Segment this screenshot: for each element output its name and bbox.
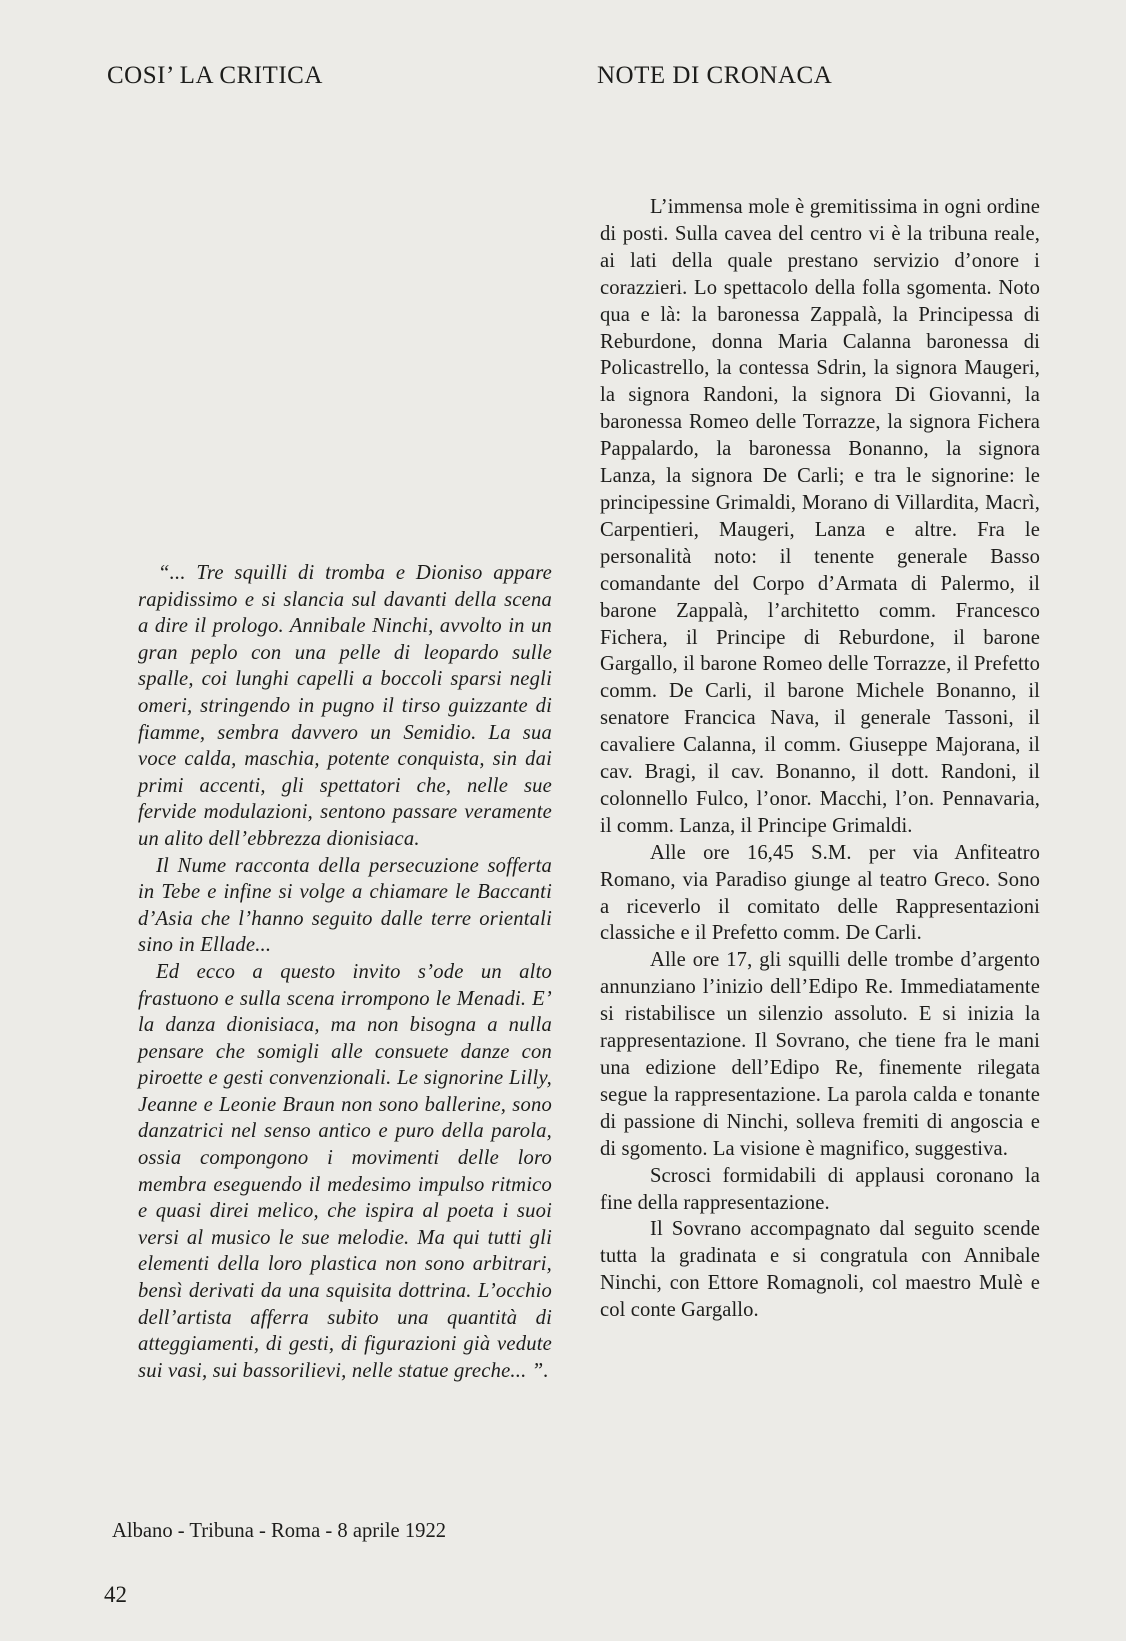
- chronicle-paragraph: Alle ore 16,45 S.M. per via Anfiteatro Romano, via Paradiso giunge al teatro Greco. Sono a riceverlo il comitato delle Rappresentazioni classiche e il Prefetto comm. De Carli.: [600, 841, 1040, 945]
- critic-quote-column: [138, 560, 552, 1384]
- chronicle-paragraph: Il Sovrano accompagnato dal seguito scende tutta la gradinata e si congratula con Annibale Ninchi, con Ettore Romagnoli, col maestro Mulè e col conte Gargallo.: [600, 1218, 1040, 1322]
- chronicle-column: [600, 194, 1040, 1324]
- section-header-right: NOTE DI CRONACA: [597, 62, 833, 89]
- chronicle-paragraph: Scrosci formidabili di applausi coronano la fine della rappresentazione.: [600, 1164, 1040, 1214]
- chronicle-paragraph: L’immensa mole è gremitissima in ogni ordine di posti. Sulla cavea del centro vi è la tribuna reale, ai lati della quale prestano servizio d’onore i corazzieri. Lo spettacolo della folla sgomenta. Noto qua e là: la baronessa Zappalà, la Principessa di Reburdone, donna Maria Calanna baronessa di Policastrello, la contessa Sdrin, la signora Maugeri, la signora Randoni, la signora Di Giovanni, la baronessa Romeo delle Torrazze, la signora Fichera Pappalardo, la baronessa Bonanno, la signora Lanza, la signora De Carli; e tra le signorine: le principessine Grimaldi, Morano di Villardita, Macrì, Carpentieri, Maugeri, Lanza e altre. Fra le personalità noto: il tenente generale Basso comandante del Corpo d’Armata di Palermo, il barone Zappalà, l’architetto comm. Francesco Fichera, il Principe di Reburdone, il barone Gargallo, il barone Romeo delle Torrazze, il Prefetto comm. De Carli, il barone Michele Bonanno, il senatore Francica Nava, il generale Tassoni, il cavaliere Calanna, il comm. Giuseppe Majorana, il cav. Bragi, il cav. Bonanno, il dott. Randoni, il colonnello Fulco, l’onor. Macchi, l’on. Pennavaria, il comm. Lanza, il Principe Grimaldi.: [600, 196, 1040, 837]
- quote-paragraph: Ed ecco a questo invito s’ode un alto frastuono e sulla scena irrompono le Menadi. E’ la danza dionisiaca, ma non bisogna a nulla pensare che somigli alle consuete danze con piroette e gesti convenzionali. Le signorine Lilly, Jeanne e Leonie Braun non sono ballerine, sono danzatrici nel senso antico e puro della parola, ossia compongono i movimenti delle loro membra eseguendo il medesimo impulso ritmico e quasi direi melico, che ispira al poeta i suoi versi al musico le sue melodie. Ma qui tutti gli elementi della loro plastica non sono arbitrari, bensì derivati da una squisita dottrina. L’occhio dell’artista afferra subito una quantità di atteggiamenti, di gesti, di figurazioni già vedute sui vasi, sui bassorilievi, nelle statue greche... ”.: [138, 960, 552, 1382]
- quote-paragraph: Il Nume racconta della persecuzione sofferta in Tebe e infine si volge a chiamare le Baccanti d’Asia che l’hanno seguito dalle terre orientali sino in Ellade...: [138, 854, 552, 957]
- quote-paragraph: “... Tre squilli di tromba e Dioniso appare rapidissimo e si slancia sul davanti della scena a dire il prologo. Annibale Ninchi, avvolto in un gran peplo con una pelle di leopardo sulle spalle, coi lunghi capelli a boccoli sparsi negli omeri, stringendo in pugno il tirso guizzante di fiamme, sembra davvero un Semidio. La sua voce calda, maschia, potente conquista, sin dai primi accenti, gli spettatori che, nelle sue fervide modulazioni, sentono passare veramente un alito dell’ebbrezza dionisiaca.: [138, 562, 552, 850]
- chronicle-paragraph: Alle ore 17, gli squilli delle trombe d’argento annunziano l’inizio dell’Edipo Re. Immediatamente si ristabilisce un silenzio assoluto. E si inizia la rappresentazione. Il Sovrano, che tiene fra le mani una edizione dell’Edipo Re, finemente rilegata segue la rappresentazione. La parola calda e tonante di passione di Ninchi, solleva fremiti di angoscia e di sgomento. La visione è magnifico, suggestiva.: [600, 949, 1040, 1160]
- page-number: 42: [104, 1582, 127, 1607]
- quote-source: Albano - Tribuna - Roma - 8 aprile 1922: [112, 1520, 447, 1542]
- section-header-left: COSI’ LA CRITICA: [107, 62, 323, 89]
